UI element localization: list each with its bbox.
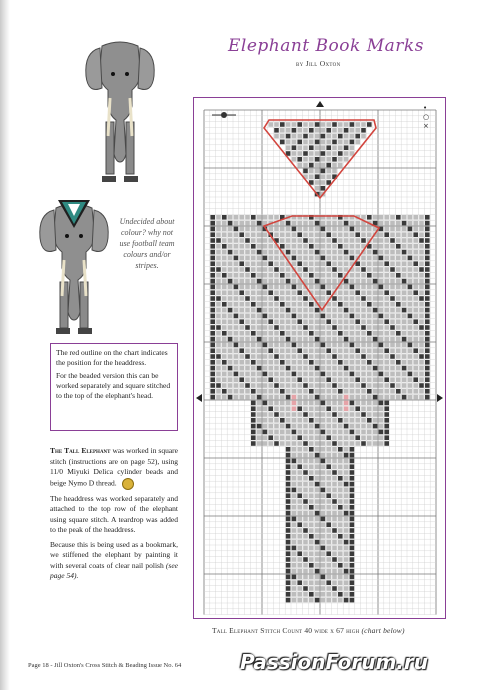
centre-arrow-left	[196, 394, 202, 402]
elephant-illustration-headdress	[34, 196, 114, 336]
centre-arrow-right	[437, 394, 443, 402]
headdress-info-box	[50, 343, 178, 431]
page-reference: (see page 54).	[50, 560, 178, 580]
page-footer: Page 18 - Jill Oxton's Cross Stitch & Beading Issue No. 64	[28, 662, 182, 669]
chart-grid	[204, 110, 436, 615]
stitch-chart	[194, 98, 445, 618]
page-binding-edge	[0, 0, 10, 690]
stitch-count-text: Tall Elephant Stitch Count 40 wide x 67 high	[212, 626, 360, 635]
outline-note-text: The red outline on the chart indicates the position for the headdress.	[56, 348, 168, 367]
page-title: Elephant Book Marks	[228, 36, 424, 56]
centre-arrow-top	[316, 101, 324, 107]
instructions-paragraph-1	[50, 446, 178, 490]
watermark-logo: PassionForum.ru	[240, 650, 429, 674]
instructions-paragraph-1-text: was worked in square stitch (instructions are on page 52), using 11/0 Miyuki Delica cylinder beads and beige Nymo D thread.	[50, 446, 179, 488]
elephant-illustration-plain	[80, 36, 160, 184]
tall-elephant-lead: The Tall Elephant	[50, 446, 111, 455]
instructions-paragraph-2: The headdress was worked separately and attached to the top row of the elephant using square stitch. A teardrop was added to the peak of the headdress.	[50, 493, 178, 534]
instructions-paragraph-3-text: Because this is being used as a bookmark, we stiffened the elephant by painting it with several coats of clear nail polish	[50, 539, 178, 570]
chart-caption	[212, 626, 462, 635]
stitch-chart-frame	[193, 97, 446, 619]
chart-side-symbols: • ○ ×	[423, 104, 430, 130]
colour-tip-note: Undecided about colour? why not use football team colours and/or stripes.	[119, 217, 175, 270]
instructions-paragraph-3	[50, 540, 178, 582]
chart-below-note: (chart below)	[361, 626, 405, 635]
author-byline: by Jill Oxton	[296, 59, 341, 68]
instructions-text	[50, 446, 178, 586]
thread-spool-icon	[122, 478, 134, 490]
beaded-version-text: For the beaded version this can be worked separately and square stitched to the top of the elephant's head.	[56, 371, 171, 400]
